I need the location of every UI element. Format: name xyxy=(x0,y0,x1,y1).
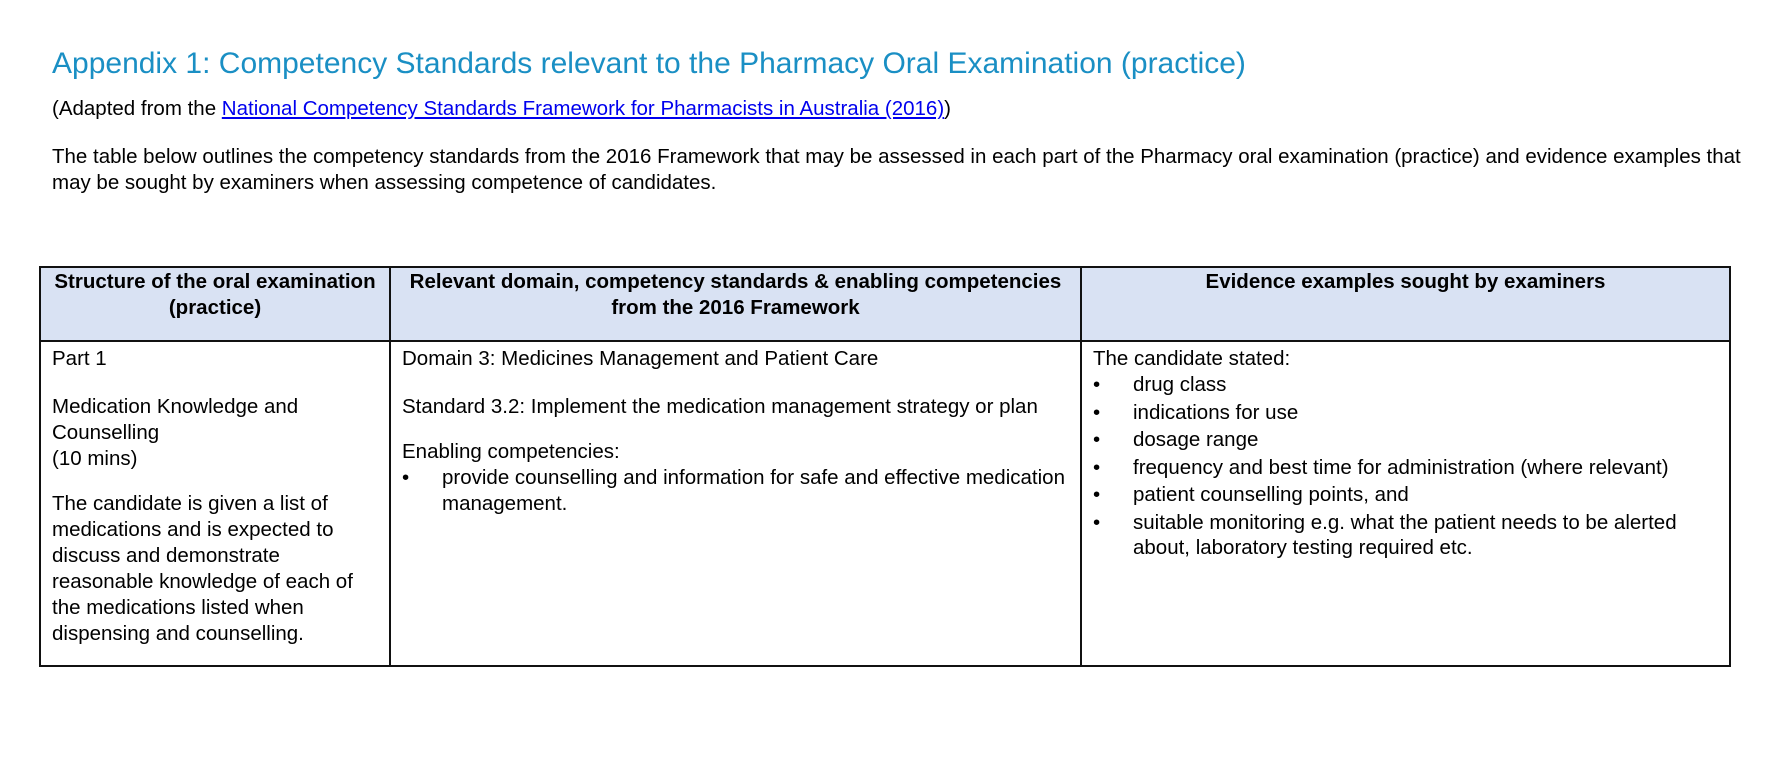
evidence-list xyxy=(1093,372,1718,561)
structure-cell xyxy=(40,341,390,666)
list-item xyxy=(1093,482,1718,508)
part-description: The candidate is given a list of medications and is expected to discuss and demonstrate reasonable knowledge of each of the medications listed when dispensing and counselling. xyxy=(52,492,353,645)
enabling-competencies-list xyxy=(402,465,1069,517)
bullet-icon: • xyxy=(402,466,410,489)
list-item-text: indications for use xyxy=(1133,400,1299,424)
list-item-text: suitable monitoring e.g. what the patient needs to be alerted about, laboratory testing required etc. xyxy=(1133,510,1677,559)
competency-table xyxy=(39,266,1731,667)
part-duration: (10 mins) xyxy=(52,447,138,470)
evidence-lead: The candidate stated: xyxy=(1093,347,1291,370)
source-attribution xyxy=(52,96,951,122)
part-name: Medication Knowledge and Counselling xyxy=(52,395,299,444)
bullet-icon: • xyxy=(1093,510,1101,534)
framework-link[interactable]: National Competency Standards Framework for Pharmacists in Australia (2016) xyxy=(221,97,945,120)
bullet-icon: • xyxy=(1093,428,1101,451)
bullet-icon: • xyxy=(1093,455,1101,479)
bullet-icon: • xyxy=(1093,483,1101,506)
list-item xyxy=(1093,400,1718,426)
intro-paragraph: The table below outlines the competency standards from the 2016 Framework that may be assessed in each part of the Pharmacy oral examination (practice) and evidence examples that may be sought by examiners when assessing competence of candidates. xyxy=(52,145,1741,194)
header-structure: Structure of the oral examination (practice) xyxy=(40,267,390,341)
source-suffix: ) xyxy=(944,97,951,120)
list-item-text: dosage range xyxy=(1133,428,1259,451)
competency-cell xyxy=(390,341,1081,666)
list-item xyxy=(402,465,1069,517)
list-item xyxy=(1093,455,1718,481)
header-competency: Relevant domain, competency standards & enabling competencies from the 2016 Framework xyxy=(390,267,1081,341)
bullet-icon: • xyxy=(1093,373,1101,396)
list-item-text: frequency and best time for administration (where relevant) xyxy=(1133,455,1669,479)
table-row xyxy=(40,341,1730,666)
header-evidence: Evidence examples sought by examiners xyxy=(1081,267,1730,341)
standard-text: Standard 3.2: Implement the medication management strategy or plan xyxy=(402,395,1038,418)
part-label: Part 1 xyxy=(52,347,107,370)
list-item xyxy=(1093,427,1718,453)
enabling-label: Enabling competencies: xyxy=(402,440,620,463)
domain-text: Domain 3: Medicines Management and Patient Care xyxy=(402,347,879,370)
list-item xyxy=(1093,372,1718,398)
source-prefix: (Adapted from the xyxy=(52,97,222,120)
bullet-icon: • xyxy=(1093,400,1101,424)
list-item-text: drug class xyxy=(1133,373,1227,396)
list-item-text: patient counselling points, and xyxy=(1133,483,1409,506)
list-item xyxy=(1093,510,1718,561)
table-header-row xyxy=(40,267,1730,341)
list-item-text: provide counselling and information for safe and effective medication management. xyxy=(442,466,1065,515)
page-title: Appendix 1: Competency Standards relevant to the Pharmacy Oral Examination (practice) xyxy=(52,47,1246,80)
evidence-cell xyxy=(1081,341,1730,666)
